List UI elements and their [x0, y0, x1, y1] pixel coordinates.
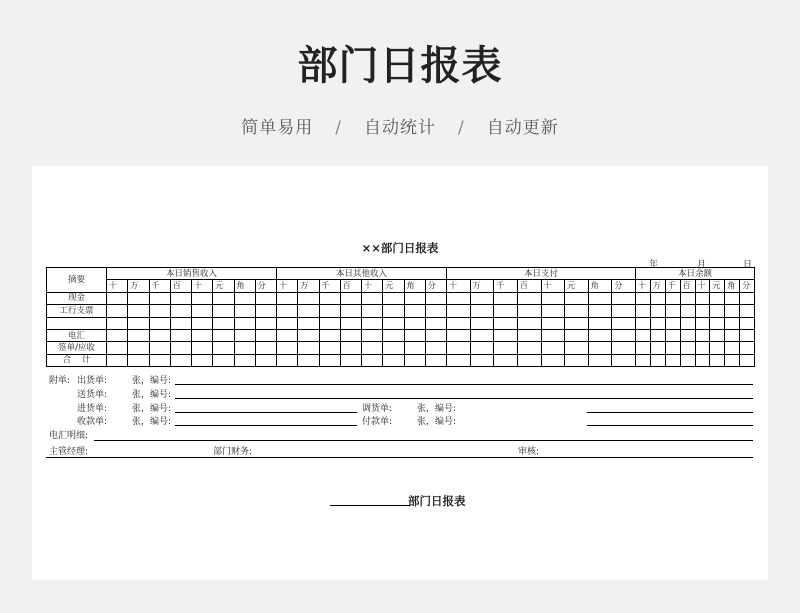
amount-cell[interactable]: [494, 342, 518, 354]
amount-cell[interactable]: [298, 342, 319, 354]
amount-cell[interactable]: [362, 305, 383, 317]
amount-cell[interactable]: [541, 354, 565, 366]
amount-cell[interactable]: [740, 342, 755, 354]
amount-cell[interactable]: [725, 292, 740, 304]
amount-cell[interactable]: [277, 305, 298, 317]
attach-line: [587, 412, 753, 413]
digit-header: 分: [255, 280, 276, 292]
amount-cell[interactable]: [277, 329, 298, 341]
amount-cell[interactable]: [255, 342, 276, 354]
amount-cell[interactable]: [362, 292, 383, 304]
amount-cell[interactable]: [470, 342, 494, 354]
amount-cell[interactable]: [740, 329, 755, 341]
amount-cell[interactable]: [213, 342, 234, 354]
digit-header: 分: [612, 280, 636, 292]
amount-cell[interactable]: [319, 354, 340, 366]
amount-cell[interactable]: [383, 317, 404, 329]
amount-cell[interactable]: [319, 305, 340, 317]
digit-header: 百: [340, 280, 361, 292]
amount-cell[interactable]: [680, 317, 695, 329]
attach-zhang-label: 张，编号:: [417, 417, 457, 427]
amount-cell[interactable]: [517, 329, 541, 341]
amount-cell[interactable]: [588, 354, 612, 366]
digit-header: 万: [128, 280, 149, 292]
attach-line: [175, 398, 753, 399]
amount-cell[interactable]: [447, 342, 471, 354]
amount-cell[interactable]: [447, 305, 471, 317]
date-month-label: 月: [697, 260, 707, 270]
date-year-label: 年: [649, 260, 659, 270]
digit-header: 分: [425, 280, 446, 292]
digit-header: 万: [298, 280, 319, 292]
amount-cell[interactable]: [128, 342, 149, 354]
amount-cell[interactable]: [588, 292, 612, 304]
amount-cell[interactable]: [470, 317, 494, 329]
amount-cell[interactable]: [149, 292, 170, 304]
amount-cell[interactable]: [517, 305, 541, 317]
digit-header: 百: [680, 280, 695, 292]
amount-cell[interactable]: [695, 342, 710, 354]
amount-cell[interactable]: [517, 342, 541, 354]
footer-title: 部门日报表: [408, 494, 466, 508]
amount-cell[interactable]: [170, 354, 191, 366]
amount-cell[interactable]: [107, 305, 128, 317]
digit-header-row: [47, 280, 755, 292]
amount-cell[interactable]: [695, 305, 710, 317]
amount-cell[interactable]: [612, 342, 636, 354]
attach-lead: 附单:: [49, 376, 71, 386]
amount-cell[interactable]: [340, 292, 361, 304]
amount-cell[interactable]: [710, 317, 725, 329]
digit-header: 十: [192, 280, 213, 292]
amount-cell[interactable]: [517, 317, 541, 329]
amount-cell[interactable]: [255, 305, 276, 317]
amount-cell[interactable]: [650, 317, 665, 329]
digit-header: 元: [710, 280, 725, 292]
signature-manager: 主管经理:: [49, 447, 89, 457]
amount-cell[interactable]: [192, 292, 213, 304]
amount-cell[interactable]: [149, 354, 170, 366]
digit-header: 分: [740, 280, 755, 292]
amount-cell[interactable]: [277, 317, 298, 329]
amount-cell[interactable]: [170, 329, 191, 341]
amount-cell[interactable]: [255, 292, 276, 304]
amount-cell[interactable]: [541, 342, 565, 354]
footer-title-underline: [330, 505, 410, 506]
amount-cell[interactable]: [470, 354, 494, 366]
attach-zhang-label: 张，编号:: [132, 417, 172, 427]
amount-cell[interactable]: [541, 329, 565, 341]
amount-cell[interactable]: [255, 354, 276, 366]
group-header: 本日销售收入: [107, 268, 277, 280]
amount-cell[interactable]: [636, 292, 651, 304]
amount-cell[interactable]: [404, 317, 425, 329]
report-table: [46, 267, 755, 367]
digit-header: 十: [107, 280, 128, 292]
digit-header: 十: [447, 280, 471, 292]
amount-cell[interactable]: [425, 317, 446, 329]
amount-cell[interactable]: [725, 354, 740, 366]
amount-cell[interactable]: [213, 292, 234, 304]
amount-cell[interactable]: [383, 329, 404, 341]
amount-cell[interactable]: [170, 317, 191, 329]
subtitle-item: 自动统计: [364, 118, 436, 138]
attach-right-label: 付款单:: [362, 417, 393, 427]
amount-cell[interactable]: [680, 342, 695, 354]
amount-cell[interactable]: [319, 329, 340, 341]
amount-cell[interactable]: [192, 354, 213, 366]
digit-header: 千: [319, 280, 340, 292]
amount-cell[interactable]: [494, 329, 518, 341]
amount-cell[interactable]: [650, 305, 665, 317]
amount-cell[interactable]: [213, 329, 234, 341]
amount-cell[interactable]: [565, 329, 589, 341]
amount-cell[interactable]: [650, 354, 665, 366]
amount-cell[interactable]: [636, 354, 651, 366]
amount-cell[interactable]: [128, 329, 149, 341]
report-title: ××部门日报表: [361, 241, 439, 255]
amount-cell[interactable]: [588, 317, 612, 329]
report-sheet: [32, 166, 768, 580]
subtitle-item: 自动更新: [486, 118, 559, 138]
amount-cell[interactable]: [710, 354, 725, 366]
amount-cell[interactable]: [298, 317, 319, 329]
date-day-label: 日: [743, 260, 753, 270]
amount-cell[interactable]: [340, 305, 361, 317]
amount-cell[interactable]: [425, 354, 446, 366]
amount-cell[interactable]: [319, 317, 340, 329]
amount-cell[interactable]: [695, 354, 710, 366]
amount-cell[interactable]: [680, 292, 695, 304]
amount-cell[interactable]: [340, 354, 361, 366]
attach-item-label: 收款单:: [77, 417, 108, 427]
attach-zhang-label: 张，编号:: [132, 404, 172, 414]
table-row: [47, 354, 755, 366]
amount-cell[interactable]: [383, 292, 404, 304]
amount-cell[interactable]: [255, 317, 276, 329]
table-row: [47, 342, 755, 354]
amount-cell[interactable]: [710, 342, 725, 354]
amount-cell[interactable]: [725, 305, 740, 317]
amount-cell[interactable]: [650, 342, 665, 354]
amount-cell[interactable]: [383, 305, 404, 317]
amount-cell[interactable]: [277, 354, 298, 366]
amount-cell[interactable]: [192, 317, 213, 329]
amount-cell[interactable]: [494, 292, 518, 304]
amount-cell[interactable]: [725, 342, 740, 354]
amount-cell[interactable]: [319, 292, 340, 304]
amount-cell[interactable]: [362, 317, 383, 329]
amount-cell[interactable]: [107, 342, 128, 354]
row-label: [47, 317, 107, 329]
digit-header: 万: [470, 280, 494, 292]
row-label: 工行支票: [47, 305, 107, 317]
amount-cell[interactable]: [665, 329, 680, 341]
amount-cell[interactable]: [665, 317, 680, 329]
amount-cell[interactable]: [149, 329, 170, 341]
amount-cell[interactable]: [725, 329, 740, 341]
attach-line: [175, 425, 357, 426]
attach-line: [175, 412, 357, 413]
amount-cell[interactable]: [636, 342, 651, 354]
amount-cell[interactable]: [470, 292, 494, 304]
amount-cell[interactable]: [298, 329, 319, 341]
amount-cell[interactable]: [425, 329, 446, 341]
amount-cell[interactable]: [192, 305, 213, 317]
amount-cell[interactable]: [665, 354, 680, 366]
row-label: 电汇: [47, 329, 107, 341]
amount-cell[interactable]: [588, 342, 612, 354]
amount-cell[interactable]: [192, 329, 213, 341]
amount-cell[interactable]: [695, 329, 710, 341]
amount-cell[interactable]: [541, 305, 565, 317]
attach-line: [175, 384, 753, 385]
amount-cell[interactable]: [298, 292, 319, 304]
amount-cell[interactable]: [710, 329, 725, 341]
amount-cell[interactable]: [213, 354, 234, 366]
amount-cell[interactable]: [447, 329, 471, 341]
amount-cell[interactable]: [470, 305, 494, 317]
amount-cell[interactable]: [404, 292, 425, 304]
amount-cell[interactable]: [695, 292, 710, 304]
amount-cell[interactable]: [470, 329, 494, 341]
amount-cell[interactable]: [234, 354, 255, 366]
digit-header: 角: [404, 280, 425, 292]
group-header: 本日支付: [447, 268, 636, 280]
amount-cell[interactable]: [298, 305, 319, 317]
amount-cell[interactable]: [234, 305, 255, 317]
digit-header: 十: [695, 280, 710, 292]
amount-cell[interactable]: [213, 305, 234, 317]
digit-header: 百: [517, 280, 541, 292]
amount-cell[interactable]: [680, 329, 695, 341]
amount-cell[interactable]: [404, 305, 425, 317]
attach-zhang-label: 张，编号:: [417, 404, 457, 414]
amount-cell[interactable]: [650, 292, 665, 304]
group-header: 本日余额: [636, 268, 755, 280]
amount-cell[interactable]: [362, 342, 383, 354]
hero-title: 部门日报表: [297, 43, 503, 89]
amount-cell[interactable]: [149, 342, 170, 354]
amount-cell[interactable]: [612, 292, 636, 304]
subtitle-separator: /: [335, 118, 342, 138]
amount-cell[interactable]: [340, 329, 361, 341]
amount-cell[interactable]: [128, 305, 149, 317]
amount-cell[interactable]: [636, 317, 651, 329]
amount-cell[interactable]: [447, 317, 471, 329]
digit-header: 千: [494, 280, 518, 292]
digit-header: 角: [725, 280, 740, 292]
digit-header: 十: [362, 280, 383, 292]
amount-cell[interactable]: [612, 329, 636, 341]
digit-header: 角: [588, 280, 612, 292]
amount-cell[interactable]: [517, 292, 541, 304]
attach-zhang-label: 张，编号:: [132, 376, 172, 386]
amount-cell[interactable]: [149, 317, 170, 329]
amount-cell[interactable]: [636, 305, 651, 317]
digit-header: 元: [383, 280, 404, 292]
amount-cell[interactable]: [277, 292, 298, 304]
amount-cell[interactable]: [447, 292, 471, 304]
amount-cell[interactable]: [740, 305, 755, 317]
amount-cell[interactable]: [541, 317, 565, 329]
amount-cell[interactable]: [425, 292, 446, 304]
amount-cell[interactable]: [636, 329, 651, 341]
amount-cell[interactable]: [612, 354, 636, 366]
amount-cell[interactable]: [447, 354, 471, 366]
amount-cell[interactable]: [192, 342, 213, 354]
amount-cell[interactable]: [404, 342, 425, 354]
group-header: 本日其他收入: [277, 268, 447, 280]
amount-cell[interactable]: [107, 354, 128, 366]
amount-cell[interactable]: [650, 329, 665, 341]
amount-cell[interactable]: [565, 342, 589, 354]
amount-cell[interactable]: [565, 317, 589, 329]
hero-subtitle: [0, 113, 800, 138]
digit-header: 元: [213, 280, 234, 292]
amount-cell[interactable]: [665, 342, 680, 354]
amount-cell[interactable]: [128, 354, 149, 366]
amount-cell[interactable]: [541, 292, 565, 304]
amount-cell[interactable]: [170, 342, 191, 354]
attach-item-label: 出货单:: [77, 376, 108, 386]
amount-cell[interactable]: [107, 292, 128, 304]
header-row: [47, 268, 755, 280]
attach-line: [587, 425, 753, 426]
subtitle-item: 简单易用: [241, 118, 314, 138]
amount-cell[interactable]: [277, 342, 298, 354]
amount-cell[interactable]: [425, 342, 446, 354]
digit-header: 千: [149, 280, 170, 292]
table-row: [47, 292, 755, 304]
digit-header: 万: [650, 280, 665, 292]
row-label: 签单/应收: [47, 342, 107, 354]
amount-cell[interactable]: [725, 317, 740, 329]
amount-cell[interactable]: [494, 317, 518, 329]
amount-cell[interactable]: [710, 305, 725, 317]
amount-cell[interactable]: [404, 329, 425, 341]
signature-finance: 部门财务:: [213, 447, 253, 457]
amount-cell[interactable]: [362, 354, 383, 366]
amount-cell[interactable]: [340, 342, 361, 354]
subtitle-separator: /: [458, 118, 465, 138]
amount-cell[interactable]: [517, 354, 541, 366]
amount-cell[interactable]: [612, 305, 636, 317]
digit-header: 元: [565, 280, 589, 292]
digit-header: 百: [170, 280, 191, 292]
amount-cell[interactable]: [234, 317, 255, 329]
row-label: 现金: [47, 292, 107, 304]
table-row: [47, 329, 755, 341]
amount-cell[interactable]: [319, 342, 340, 354]
summary-header: 摘要: [47, 268, 107, 293]
amount-cell[interactable]: [425, 305, 446, 317]
amount-cell[interactable]: [383, 354, 404, 366]
amount-cell[interactable]: [298, 354, 319, 366]
attach-right-label: 调货单:: [362, 404, 393, 414]
amount-cell[interactable]: [565, 354, 589, 366]
wire-detail-label: 电汇明细:: [49, 431, 89, 441]
amount-cell[interactable]: [107, 329, 128, 341]
amount-cell[interactable]: [665, 292, 680, 304]
amount-cell[interactable]: [680, 305, 695, 317]
amount-cell[interactable]: [170, 305, 191, 317]
attach-zhang-label: 张，编号:: [132, 390, 172, 400]
amount-cell[interactable]: [107, 317, 128, 329]
table-row: [47, 317, 755, 329]
digit-header: 十: [277, 280, 298, 292]
amount-cell[interactable]: [170, 292, 191, 304]
wire-detail-line: [94, 440, 753, 441]
amount-cell[interactable]: [588, 329, 612, 341]
amount-cell[interactable]: [128, 292, 149, 304]
digit-header: 十: [636, 280, 651, 292]
amount-cell[interactable]: [494, 305, 518, 317]
attach-item-label: 进货单:: [77, 404, 108, 414]
amount-cell[interactable]: [383, 342, 404, 354]
amount-cell[interactable]: [665, 305, 680, 317]
digit-header: 千: [665, 280, 680, 292]
amount-cell[interactable]: [234, 292, 255, 304]
amount-cell[interactable]: [565, 292, 589, 304]
amount-cell[interactable]: [588, 305, 612, 317]
amount-cell[interactable]: [255, 329, 276, 341]
amount-cell[interactable]: [494, 354, 518, 366]
signature-review: 审核:: [518, 447, 540, 457]
amount-cell[interactable]: [128, 317, 149, 329]
attach-item-label: 送货单:: [77, 390, 108, 400]
amount-cell[interactable]: [740, 292, 755, 304]
signature-line: [46, 457, 753, 458]
amount-cell[interactable]: [710, 292, 725, 304]
amount-cell[interactable]: [612, 317, 636, 329]
amount-cell[interactable]: [213, 317, 234, 329]
table-row: [47, 305, 755, 317]
amount-cell[interactable]: [149, 305, 170, 317]
amount-cell[interactable]: [234, 342, 255, 354]
amount-cell[interactable]: [740, 354, 755, 366]
amount-cell[interactable]: [680, 354, 695, 366]
amount-cell[interactable]: [404, 354, 425, 366]
digit-header: 角: [234, 280, 255, 292]
digit-header: 十: [541, 280, 565, 292]
amount-cell[interactable]: [695, 317, 710, 329]
row-label: 合 计: [47, 354, 107, 366]
amount-cell[interactable]: [740, 317, 755, 329]
amount-cell[interactable]: [565, 305, 589, 317]
amount-cell[interactable]: [234, 329, 255, 341]
amount-cell[interactable]: [362, 329, 383, 341]
amount-cell[interactable]: [340, 317, 361, 329]
